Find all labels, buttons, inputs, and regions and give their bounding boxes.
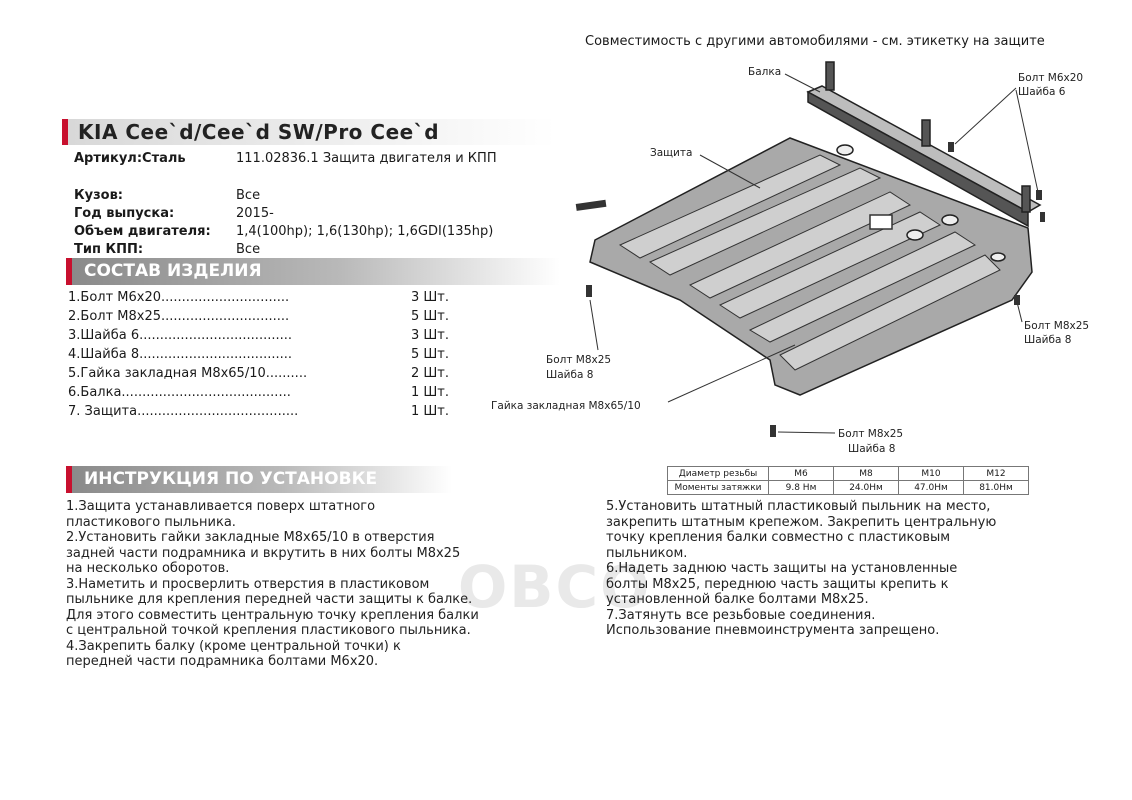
label-guard: Защита (650, 147, 693, 159)
composition-heading: СОСТАВ ИЗДЕЛИЯ (84, 261, 262, 281)
torque-table (667, 466, 1029, 495)
instructions-heading: ИНСТРУКЦИЯ ПО УСТАНОВКЕ (84, 469, 378, 489)
label-bottom-bolt: Болт М8х25 (838, 428, 904, 440)
instructions-right: 5.Установить штатный пластиковый пыльник на место, закрепить штатным крепежом. Закрепить центральную точку крепления балки совместно с пластиковым пыльником. 6.Надеть заднюю часть защиты на установленные болты М8х25, переднюю часть защиты крепить к установленной балке болтами М8х25. 7.Затянуть все резьбовые соединения. Использование пневмоинструмента запрещено. (606, 499, 997, 638)
engine-label: Объем двигателя: (74, 224, 211, 239)
torque-cell: 81.0Нм (964, 481, 1029, 495)
year-label: Год выпуска: (74, 206, 175, 221)
gearbox-value: Все (236, 242, 261, 257)
label-left-bolt: Болт М8х25 (546, 354, 612, 366)
label-washer-6: Шайба 6 (1018, 86, 1066, 98)
label-left-washer: Шайба 8 (546, 369, 594, 381)
engine-value: 1,4(100hp); 1,6(130hp); 1,6GDI(135hp) (236, 224, 494, 239)
size-cell: М6 (769, 467, 834, 481)
year-value: 2015- (236, 206, 274, 221)
label-nut: Гайка закладная М8х65/10 (491, 400, 641, 412)
composition-heading-bar (66, 258, 560, 285)
thread-diameter-label: Диаметр резьбы (668, 467, 769, 481)
compatibility-note: Совместимость с другими автомобилями - см. этикетку на защите (585, 34, 1045, 49)
label-right-bolt: Болт М8х25 (1024, 320, 1090, 332)
instructions-left: 1.Защита устанавливается поверх штатного пластикового пыльника. 2.Установить гайки закладные М8х65/10 в отверстия задней части подрамника и вкрутить в них болты М8х25 на несколько оборотов. 3.Наметить и просверлить отверстия в пластиковом пыльнике для крепления передней части защиты к балке. Для этого совместить центральную точку крепления балки с центральной точкой крепления пластикового пыльника. 4.Закрепить балку (кроме центральной точки) к передней части подрамника болтами М6х20. (66, 499, 479, 669)
torque-cell: 24.0Нм (834, 481, 899, 495)
label-bottom-washer: Шайба 8 (848, 443, 896, 455)
label-bolt-m6: Болт М6х20 (1018, 72, 1084, 84)
torque-label: Моменты затяжки (668, 481, 769, 495)
table-row (668, 481, 1029, 495)
table-row (668, 467, 1029, 481)
gearbox-label: Тип КПП: (74, 242, 144, 257)
label-beam: Балка (748, 66, 782, 78)
title-bar (62, 119, 556, 145)
size-cell: М8 (834, 467, 899, 481)
torque-cell: 9.8 Нм (769, 481, 834, 495)
product-title: KIA Cee`d/Cee`d SW/Pro Cee`d (78, 120, 440, 144)
size-cell: М10 (899, 467, 964, 481)
watermark-logo: OBCO (458, 553, 652, 621)
article-label: Артикул:Сталь (74, 151, 186, 166)
label-right-washer: Шайба 8 (1024, 334, 1072, 346)
body-value: Все (236, 188, 261, 203)
torque-cell: 47.0Нм (899, 481, 964, 495)
instructions-heading-bar (66, 466, 452, 493)
article-value: 111.02836.1 Защита двигателя и КПП (236, 151, 497, 166)
body-label: Кузов: (74, 188, 124, 203)
size-cell: М12 (964, 467, 1029, 481)
